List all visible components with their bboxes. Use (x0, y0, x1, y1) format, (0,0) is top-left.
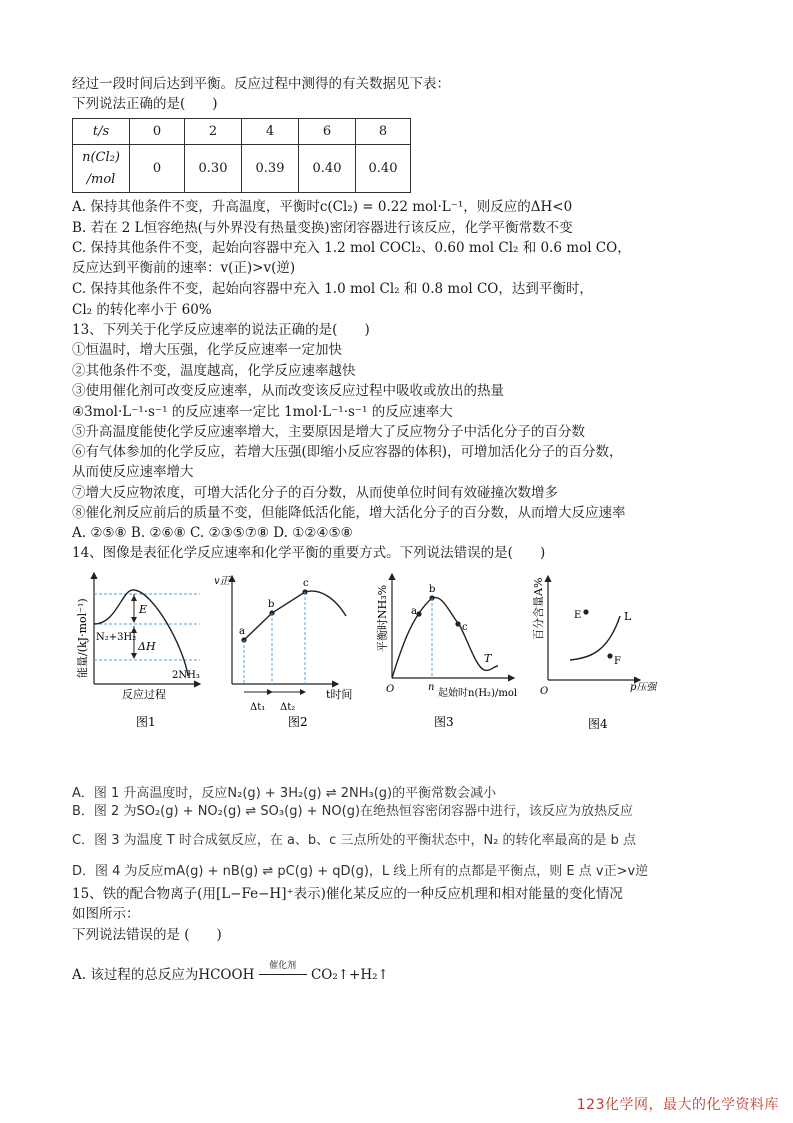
q14-option-a: A．图 1 升高温度时，反应N₂(g) + 3H₂(g) ⇌ 2NH₃(g)的平衡常数会减小 (72, 786, 497, 801)
fig3-xlabel: 起始时n(H₂)/mol (438, 688, 518, 699)
fig3-caption: 图3 (434, 715, 454, 729)
q13-item: ⑦增大反应物浓度，可增大活化分子的百分数，从而使单位时间有效碰撞次数增多 (72, 485, 558, 501)
fig2-xlabel: t时间 (326, 688, 353, 701)
q12-option-c2a: C. 保持其他条件不变，起始向容器中充入 1.0 mol Cl₂ 和 0.8 mol CO，达到平衡时， (72, 281, 593, 297)
fig4-xlabel: p压强 (630, 682, 657, 693)
fig3-point-b: b (429, 584, 436, 595)
table-cell: 4 (242, 119, 299, 145)
figure-1 (72, 568, 207, 738)
q13-item: ⑤升高温度能使化学反应速率增大，主要原因是增大了反应物分子中活化分子的百分数 (72, 424, 585, 440)
reaction-arrow (259, 961, 307, 975)
q15-line-2: 如图所示： (72, 906, 140, 922)
q13-title: 13、下列关于化学反应速率的说法正确的是( ) (72, 322, 370, 338)
table-cell: 0.40 (356, 145, 411, 193)
q12-option-c1b: 反应达到平衡前的速率：v(正)>v(逆) (72, 260, 296, 276)
table-cell: 8 (356, 119, 411, 145)
q12-option-b: B. 若在 2 L恒容绝热(与外界没有热量变换)密闭容器进行该反应，化学平衡常数不变 (72, 220, 573, 236)
q15-a-prefix: A. 该过程的总反应为HCOOH (72, 967, 255, 983)
fig3-origin: O (386, 684, 395, 695)
q13-options: A. ②⑤⑧ B. ②⑥⑧ C. ②③⑤⑦⑧ D. ①②④⑤⑧ (72, 525, 353, 541)
table-head-a: n(Cl₂) (82, 149, 120, 165)
table-cell: 6 (299, 119, 356, 145)
table-cell: 0 (130, 119, 185, 145)
q14-option-b: B．图 2 为SO₂(g) + NO₂(g) ⇌ SO₃(g) + NO(g)在绝热恒容密闭容器中进行，该反应为放热反应 (72, 804, 634, 819)
q13-item: ①恒温时，增大压强，化学反应速率一定加快 (72, 342, 342, 358)
q13-item: ⑧催化剂反应前后的质量不变，但能降低活化能，增大活化分子的百分数，从而增大反应速率 (72, 505, 626, 521)
q15-a-products: CO₂↑+H₂↑ (310, 967, 389, 983)
fig3-point-c: c (462, 622, 468, 633)
fig4-point-e: E (574, 610, 582, 621)
fig1-ylabel: 能量/(kJ·mol⁻¹) (76, 598, 89, 678)
fig3-t-label: T (484, 652, 492, 665)
figure-2 (210, 568, 370, 738)
fig2-dt2: Δt₂ (280, 702, 296, 713)
table-cell: 2 (185, 119, 242, 145)
fig2-caption: 图2 (288, 715, 308, 729)
fig3-point-a: a (411, 606, 417, 617)
fig3-ylabel: 平衡时NH₃% (376, 584, 389, 652)
figure-4 (530, 568, 660, 738)
fig1-xlabel: 反应过程 (122, 688, 166, 701)
q13-item: ③使用催化剂可改变反应速率，从而改变该反应过程中吸收或放出的热量 (72, 383, 504, 399)
q12-option-a: A. 保持其他条件不变，升高温度，平衡时c(Cl₂) = 0.22 mol·L⁻¹，则反应的ΔH<0 (72, 199, 573, 215)
fig1-dh-label: ΔH (138, 640, 156, 653)
fig2-dt1: Δt₁ (250, 702, 266, 713)
fig2-point-a: a (239, 626, 245, 637)
q14-option-d: D．图 4 为反应mA(g) + nB(g) ⇌ pC(g) + qD(g)，L 线上所有的点都是平衡点，则 E 点 v正>v逆 (72, 864, 649, 879)
q15-option-a (72, 961, 389, 984)
table-cell: 0.30 (185, 145, 242, 193)
fig4-l-label: L (624, 610, 632, 623)
table-cell: 0.40 (299, 145, 356, 193)
fig4-ylabel: 百分含量A% (532, 577, 545, 640)
table-row (73, 119, 411, 145)
catalyst-label: 催化剂 (269, 961, 297, 971)
fig2-point-c: c (303, 578, 309, 589)
q15-title: 15、铁的配合物离子(用[L−Fe−H]⁺表示)催化某反应的一种反应机理和相对能量的变化情况 (72, 886, 623, 902)
fig4-caption: 图4 (588, 717, 608, 731)
fig1-e-label: E (139, 603, 148, 616)
figure-3 (372, 566, 522, 738)
table-cell: 0.39 (242, 145, 299, 193)
intro-line-2: 下列说法正确的是( ) (72, 96, 218, 112)
table-row (73, 145, 411, 193)
q13-item: ④3mol·L⁻¹·s⁻¹ 的反应速率一定比 1mol·L⁻¹·s⁻¹ 的反应速率大 (72, 404, 453, 420)
fig2-ylabel: v正 (214, 576, 230, 587)
fig3-n-label: n (428, 682, 435, 693)
q13-item: ⑥有气体参加的化学反应，若增大压强(即缩小反应容器的体积)，可增加活化分子的百分数， (72, 444, 623, 460)
fig2-point-b: b (268, 599, 275, 610)
q15-line-3: 下列说法错误的是 ( ) (72, 927, 222, 943)
fig4-origin: O (540, 686, 549, 697)
q12-option-c1a: C. 保持其他条件不变，起始向容器中充入 1.2 mol COCl₂、0.60 mol Cl₂ 和 0.6 mol CO， (72, 240, 631, 256)
q13-item: ②其他条件不变，温度越高，化学反应速率越快 (72, 363, 356, 379)
footer-watermark: 123化学网，最大的化学资料库 (576, 1097, 779, 1113)
fig1-products-label: 2NH₃ (172, 670, 200, 681)
intro-line-1: 经过一段时间后达到平衡。反应过程中测得的有关数据见下表： (72, 76, 450, 92)
data-table (72, 118, 411, 193)
fig1-caption: 图1 (136, 715, 156, 729)
q14-option-c: C．图 3 为温度 T 时合成氨反应，在 a、b、c 三点所处的平衡状态中，N₂ 的转化率最高的是 b 点 (72, 833, 637, 848)
table-cell (73, 145, 130, 193)
q12-option-c2b: Cl₂ 的转化率小于 60% (72, 302, 212, 318)
q13-item: 从而使反应速率增大 (72, 464, 194, 480)
table-cell: t/s (73, 119, 130, 145)
q14-title: 14、图像是表征化学反应速率和化学平衡的重要方式。下列说法错误的是( ) (72, 545, 546, 561)
fig4-point-f: F (614, 656, 621, 667)
table-cell: 0 (130, 145, 185, 193)
fig1-reactants-label: N₂+3H₂ (96, 632, 137, 643)
table-head-b: /mol (86, 171, 116, 187)
